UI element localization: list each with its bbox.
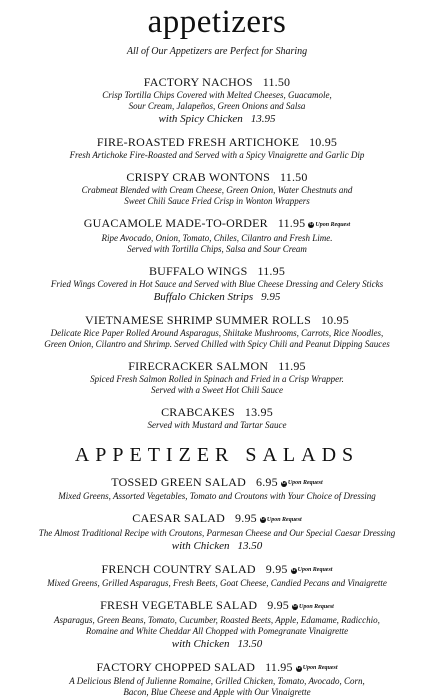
menu-item-description: Served with Tortilla Chips, Salsa and Sour Cream <box>127 243 307 254</box>
menu-item-header <box>0 405 434 420</box>
menu-item-description: Sour Cream, Jalapeños, Green Onions and Salsa <box>128 101 306 111</box>
menu-item-description: Green Onion, Cilantro and Shrimp. Served Chilled with Spicy Chili and Peanut Dipping Sauces <box>44 338 390 349</box>
menu-item-name: FIRECRACKER SALMON <box>128 358 269 373</box>
menu-item-description: A Delicious Blend of Julienne Romaine, Grilled Chicken, Tomato, Avocado, Corn, <box>69 676 365 686</box>
menu-item-name: TOSSED GREEN SALAD <box>111 474 247 489</box>
menu-item-name: FACTORY NACHOS <box>143 75 253 89</box>
variant-label: Buffalo Chicken Strips <box>153 290 254 303</box>
menu-item-variant <box>0 637 434 651</box>
menu-item-description: Served with Mustard and Tartar Sauce <box>147 419 287 430</box>
menu-item <box>0 313 434 350</box>
menu-item-price: 11.95 <box>257 263 286 278</box>
menu-item-description: The Almost Traditional Recipe with Croutons, Parmesan Cheese and Our Special Caesar Dressing <box>38 527 396 538</box>
menu-item <box>0 170 434 207</box>
menu-item-variant <box>0 539 434 553</box>
upon-request-badge <box>308 218 350 233</box>
menu-item-description: Bacon, Blue Cheese and Apple with Our Vinaigrette <box>123 687 311 697</box>
gluten-free-icon: G <box>260 517 265 522</box>
menu-item-name: CRISPY CRAB WONTONS <box>126 170 271 184</box>
menu-item-price: 9.95 <box>267 598 289 612</box>
menu-item-description: Mixed Greens, Grilled Asparagus, Fresh Beets, Goat Cheese, Candied Pecans and Vinaigrette <box>47 578 387 588</box>
variant-price: 13.50 <box>237 637 263 650</box>
menu-item-header <box>0 511 434 528</box>
menu-item <box>0 216 434 255</box>
upon-request-badge <box>281 476 323 491</box>
upon-request-badge <box>296 661 338 676</box>
variant-price: 9.95 <box>261 290 281 303</box>
menu-item-name: FIRE-ROASTED FRESH ARTICHOKE <box>96 135 300 149</box>
menu-item-description: Served with a Sweet Hot Chili Sauce <box>151 384 283 395</box>
menu-item-description: Mixed Greens, Assorted Vegetables, Tomato and Croutons with Your Choice of Dressing <box>58 491 376 501</box>
menu-item <box>0 660 434 699</box>
menu-item-name: FRENCH COUNTRY SALAD <box>101 561 256 576</box>
upon-request-badge <box>291 563 333 578</box>
menu-item-price: 10.95 <box>320 312 349 327</box>
menu-item-header <box>0 562 434 579</box>
menu-item-header <box>0 475 434 492</box>
menu-item <box>0 405 434 431</box>
variant-label: with Spicy Chicken <box>158 113 243 125</box>
gluten-free-icon: G <box>281 480 286 486</box>
menu-item-price: 9.95 <box>265 561 288 576</box>
menu-item-price: 9.95 <box>235 511 257 525</box>
upon-request-label: Upon Request <box>299 603 334 610</box>
page-title: appetizers <box>147 4 287 40</box>
upon-request-label: Upon Request <box>315 221 351 228</box>
menu-item-header <box>0 135 434 150</box>
gluten-free-icon: G <box>291 567 296 573</box>
menu-item-description: Fresh Artichoke Fire-Roasted and Served with a Spicy Vinaigrette and Garlic Dip <box>69 150 365 160</box>
upon-request-label: Upon Request <box>302 665 338 671</box>
variant-price: 13.95 <box>250 113 276 125</box>
menu-item-description: Crisp Tortilla Chips Covered with Melted Cheeses, Guacamole, <box>102 90 332 100</box>
menu-item-price: 11.95 <box>278 358 306 373</box>
upon-request-badge <box>292 600 334 615</box>
menu-item <box>0 135 434 161</box>
upon-request-label: Upon Request <box>287 480 323 486</box>
appetizer-list <box>0 75 434 431</box>
salad-list <box>0 475 434 699</box>
variant-label: with Chicken <box>171 539 230 552</box>
gluten-free-icon: G <box>293 604 297 609</box>
menu-item-name: GUACAMOLE MADE-TO-ORDER <box>83 216 268 230</box>
menu-item-name: FRESH VEGETABLE SALAD <box>100 598 258 612</box>
menu-item-name: VIETNAMESE SHRIMP SUMMER ROLLS <box>85 312 311 327</box>
menu-item-name: CRABCAKES <box>161 404 235 419</box>
upon-request-badge <box>260 513 302 528</box>
menu-item-price: 10.95 <box>309 135 338 149</box>
menu-item-description: Delicate Rice Paper Rolled Around Asparagus, Shiitake Mushrooms, Carrots, Rice Noodles, <box>50 327 384 338</box>
menu-item-price: 11.95 <box>265 659 293 674</box>
menu-item-description: Romaine and White Cheddar All Chopped with Pomegranate Vinaigrette <box>85 625 349 636</box>
menu-item-header <box>0 264 434 279</box>
menu-item <box>0 598 434 651</box>
gluten-free-icon: G <box>296 665 301 671</box>
variant-price: 13.50 <box>237 539 263 552</box>
menu-item <box>0 75 434 126</box>
page-subtitle: All of Our Appetizers are Perfect for Sharing <box>126 46 308 57</box>
gluten-free-icon: G <box>309 222 314 227</box>
menu-item-header <box>0 598 434 615</box>
menu-item-name: CAESAR SALAD <box>132 511 226 525</box>
upon-request-label: Upon Request <box>297 567 333 573</box>
menu-item-header <box>0 216 434 233</box>
menu-item-description: Crabmeat Blended with Cream Cheese, Green Onion, Water Chestnuts and <box>81 185 353 195</box>
menu-item <box>0 475 434 503</box>
menu-item-name: FACTORY CHOPPED SALAD <box>96 659 256 674</box>
menu-item-description: Spiced Fresh Salmon Rolled in Spinach and Fried in a Crisp Wrapper. <box>90 373 344 384</box>
menu-item-variant <box>0 112 434 126</box>
menu-item-price: 11.50 <box>262 75 291 89</box>
menu-item-header <box>0 170 434 185</box>
menu-item-description: Ripe Avocado, Onion, Tomato, Chiles, Cilantro and Fresh Lime. <box>101 232 333 243</box>
variant-label: with Chicken <box>171 637 230 650</box>
menu-item <box>0 511 434 553</box>
menu-item-header <box>0 660 434 677</box>
menu-item-description: Sweet Chili Sauce Fried Crisp in Wonton Wrappers <box>124 196 310 206</box>
menu-item-variant <box>0 290 434 304</box>
menu-item-price: 11.95 <box>277 216 306 230</box>
menu-item-name: BUFFALO WINGS <box>148 263 248 278</box>
menu-item <box>0 562 434 590</box>
menu-item-price: 6.95 <box>256 474 278 489</box>
menu-item <box>0 264 434 304</box>
menu-item-header <box>0 313 434 328</box>
upon-request-label: Upon Request <box>266 516 302 523</box>
menu-item-header <box>0 359 434 374</box>
menu-item-header <box>0 75 434 90</box>
menu-item-price: 11.50 <box>280 170 308 184</box>
menu-item-price: 13.95 <box>244 404 273 419</box>
menu-item <box>0 359 434 396</box>
menu-item-description: Asparagus, Green Beans, Tomato, Cucumber, Roasted Beets, Apple, Edamame, Radicchio, <box>54 614 380 625</box>
menu-item-description: Fried Wings Covered in Hot Sauce and Served with Blue Cheese Dressing and Celery Sticks <box>50 278 384 289</box>
salads-section-title: APPETIZER SALADS <box>74 443 360 466</box>
